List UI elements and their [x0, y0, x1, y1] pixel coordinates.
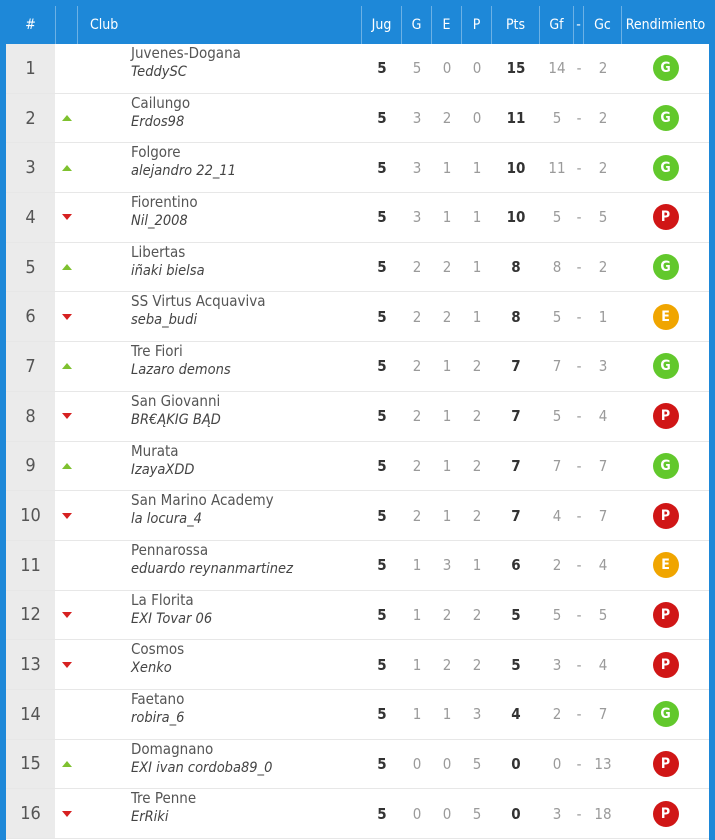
trend-indicator	[56, 541, 78, 590]
club-cell[interactable]	[78, 740, 362, 789]
lost: 1	[472, 158, 482, 177]
goal-dash: -	[576, 754, 582, 773]
club-cell[interactable]	[78, 243, 362, 292]
won: 2	[412, 357, 422, 376]
manager-name[interactable]: robira_6	[131, 709, 185, 726]
played: 5	[377, 754, 387, 773]
goals-against: 4	[598, 556, 608, 575]
table-body	[6, 44, 709, 839]
performance-cell	[622, 740, 709, 789]
header-lost[interactable]: P	[462, 6, 492, 44]
manager-name[interactable]: Lazaro demons	[131, 362, 231, 379]
goals-against: 2	[598, 109, 608, 128]
goal-dash: -	[576, 556, 582, 575]
trend-indicator	[56, 44, 78, 93]
team-name[interactable]: SS Virtus Acquaviva	[131, 292, 266, 311]
position: 5	[6, 243, 56, 292]
goals-for: 3	[552, 655, 562, 674]
header-dash: -	[574, 6, 584, 44]
performance-cell	[622, 789, 709, 838]
position: 11	[6, 541, 56, 590]
performance-badge[interactable]: P	[653, 602, 679, 628]
goals-against: 4	[598, 407, 608, 426]
goals-against: 5	[598, 605, 608, 624]
drawn: 0	[442, 59, 452, 78]
performance-cell	[622, 491, 709, 540]
goals-for: 4	[552, 506, 562, 525]
table-row[interactable]	[6, 44, 709, 94]
goals-for: 7	[552, 357, 562, 376]
team-name[interactable]: Pennarossa	[131, 540, 209, 559]
points: 7	[511, 407, 521, 426]
manager-name[interactable]: Erdos98	[131, 113, 185, 130]
goals-against: 2	[598, 158, 608, 177]
goals-against: 4	[598, 655, 608, 674]
trend-indicator	[56, 640, 78, 689]
trend-indicator	[56, 193, 78, 242]
club-cell[interactable]	[78, 541, 362, 590]
goals-for: 5	[552, 109, 562, 128]
header-trend	[56, 6, 78, 44]
performance-cell	[622, 541, 709, 590]
goals-against: 1	[598, 307, 608, 326]
trend-indicator	[56, 491, 78, 540]
table-row[interactable]	[6, 342, 709, 392]
goal-dash: -	[576, 59, 582, 78]
position: 7	[6, 342, 56, 391]
standings-table	[6, 6, 709, 840]
table-row[interactable]	[6, 442, 709, 492]
club-cell[interactable]	[78, 392, 362, 441]
goals-for: 2	[552, 556, 562, 575]
drawn: 0	[442, 804, 452, 823]
goal-dash: -	[576, 109, 582, 128]
header-played[interactable]: Jug	[362, 6, 402, 44]
drawn: 1	[442, 705, 452, 724]
won: 1	[412, 655, 422, 674]
team-name[interactable]: Murata	[131, 441, 179, 460]
performance-badge[interactable]: G	[653, 55, 679, 81]
won: 1	[412, 556, 422, 575]
manager-name[interactable]: seba_budi	[131, 312, 198, 329]
team-name[interactable]: Faetano	[131, 689, 185, 708]
played: 5	[377, 357, 387, 376]
won: 2	[412, 307, 422, 326]
team-name[interactable]: Domagnano	[131, 739, 214, 758]
won: 2	[412, 506, 422, 525]
position: 15	[6, 740, 56, 789]
won: 0	[412, 804, 422, 823]
club-cell[interactable]	[78, 342, 362, 391]
manager-name[interactable]: iñaki bielsa	[131, 262, 205, 279]
manager-name[interactable]: IzayaXDD	[131, 461, 195, 478]
position: 1	[6, 44, 56, 93]
goal-dash: -	[576, 208, 582, 227]
won: 1	[412, 705, 422, 724]
performance-badge[interactable]: G	[653, 105, 679, 131]
manager-name[interactable]: eduardo reynanmartinez	[131, 560, 293, 577]
won: 2	[412, 407, 422, 426]
played: 5	[377, 59, 387, 78]
trend-indicator	[56, 342, 78, 391]
lost: 5	[472, 804, 482, 823]
table-row[interactable]	[6, 591, 709, 641]
club-cell[interactable]	[78, 94, 362, 143]
won: 5	[412, 59, 422, 78]
table-row[interactable]	[6, 292, 709, 342]
points: 0	[511, 804, 521, 823]
goals-for: 11	[548, 158, 566, 177]
lost: 2	[472, 456, 482, 475]
goals-for: 0	[552, 754, 562, 773]
goal-dash: -	[576, 307, 582, 326]
goal-dash: -	[576, 705, 582, 724]
club-cell[interactable]	[78, 193, 362, 242]
trend-indicator	[56, 690, 78, 739]
goals-against: 2	[598, 59, 608, 78]
position: 2	[6, 94, 56, 143]
team-name[interactable]: Folgore	[131, 143, 181, 162]
trend-up-icon	[62, 761, 72, 767]
header-club[interactable]: Club	[78, 6, 362, 44]
performance-badge[interactable]: G	[653, 155, 679, 181]
position: 16	[6, 789, 56, 838]
lost: 2	[472, 506, 482, 525]
won: 0	[412, 754, 422, 773]
goal-dash: -	[576, 407, 582, 426]
lost: 2	[472, 357, 482, 376]
goal-dash: -	[576, 506, 582, 525]
points: 15	[506, 59, 526, 78]
performance-badge[interactable]: G	[653, 701, 679, 727]
team-name[interactable]: Tre Fiori	[131, 342, 183, 361]
table-row[interactable]	[6, 94, 709, 144]
played: 5	[377, 506, 387, 525]
won: 3	[412, 208, 422, 227]
goal-dash: -	[576, 804, 582, 823]
goal-dash: -	[576, 357, 582, 376]
goal-dash: -	[576, 158, 582, 177]
trend-down-icon	[62, 811, 72, 817]
team-name[interactable]: San Giovanni	[131, 391, 221, 410]
performance-cell	[622, 44, 709, 93]
performance-badge[interactable]: G	[653, 453, 679, 479]
table-header	[6, 6, 709, 44]
header-goals-against[interactable]: Gc	[584, 6, 622, 44]
table-row[interactable]	[6, 541, 709, 591]
team-name[interactable]: Juvenes-Dogana	[131, 44, 241, 62]
trend-up-icon	[62, 264, 72, 270]
goals-for: 7	[552, 456, 562, 475]
club-cell[interactable]	[78, 292, 362, 341]
position: 13	[6, 640, 56, 689]
lost: 2	[472, 605, 482, 624]
goals-against: 18	[594, 804, 612, 823]
performance-badge[interactable]: G	[653, 254, 679, 280]
drawn: 1	[442, 506, 452, 525]
played: 5	[377, 208, 387, 227]
trend-up-icon	[62, 115, 72, 121]
position: 12	[6, 591, 56, 640]
trend-down-icon	[62, 662, 72, 668]
goal-dash: -	[576, 605, 582, 624]
club-cell[interactable]	[78, 44, 362, 93]
won: 1	[412, 605, 422, 624]
goals-against: 3	[598, 357, 608, 376]
performance-badge[interactable]: P	[653, 204, 679, 230]
performance-badge[interactable]: E	[653, 552, 679, 578]
drawn: 2	[442, 258, 452, 277]
lost: 3	[472, 705, 482, 724]
table-row[interactable]	[6, 243, 709, 293]
performance-cell	[622, 690, 709, 739]
points: 10	[506, 158, 526, 177]
performance-cell	[622, 94, 709, 143]
played: 5	[377, 456, 387, 475]
trend-up-icon	[62, 363, 72, 369]
club-cell[interactable]	[78, 491, 362, 540]
trend-indicator	[56, 442, 78, 491]
trend-down-icon	[62, 314, 72, 320]
points: 5	[511, 655, 521, 674]
goals-against: 7	[598, 705, 608, 724]
performance-badge[interactable]: G	[653, 353, 679, 379]
lost: 0	[472, 109, 482, 128]
header-points[interactable]: Pts	[492, 6, 540, 44]
goals-for: 3	[552, 804, 562, 823]
position: 8	[6, 392, 56, 441]
goals-against: 7	[598, 456, 608, 475]
goal-dash: -	[576, 655, 582, 674]
performance-badge[interactable]: P	[653, 652, 679, 678]
trend-down-icon	[62, 214, 72, 220]
performance-badge[interactable]: E	[653, 304, 679, 330]
trend-indicator	[56, 243, 78, 292]
lost: 1	[472, 208, 482, 227]
trend-indicator	[56, 591, 78, 640]
played: 5	[377, 258, 387, 277]
team-name[interactable]: Cosmos	[131, 640, 185, 659]
club-cell[interactable]	[78, 143, 362, 192]
manager-name[interactable]: alejandro 22_11	[131, 163, 237, 180]
performance-cell	[622, 143, 709, 192]
points: 7	[511, 506, 521, 525]
points: 4	[511, 705, 521, 724]
points: 0	[511, 754, 521, 773]
performance-cell	[622, 392, 709, 441]
manager-name[interactable]: EXI ivan cordoba89_0	[131, 759, 273, 776]
trend-down-icon	[62, 413, 72, 419]
position: 4	[6, 193, 56, 242]
goals-for: 8	[552, 258, 562, 277]
drawn: 1	[442, 407, 452, 426]
goals-for: 5	[552, 407, 562, 426]
position: 6	[6, 292, 56, 341]
lost: 1	[472, 307, 482, 326]
team-name[interactable]: Cailungo	[131, 93, 191, 112]
table-row[interactable]	[6, 392, 709, 442]
won: 3	[412, 158, 422, 177]
points: 7	[511, 357, 521, 376]
performance-badge[interactable]: P	[653, 503, 679, 529]
table-row[interactable]	[6, 640, 709, 690]
lost: 5	[472, 754, 482, 773]
played: 5	[377, 307, 387, 326]
drawn: 1	[442, 357, 452, 376]
manager-name[interactable]: ErRiki	[131, 809, 169, 826]
club-cell[interactable]	[78, 789, 362, 838]
played: 5	[377, 705, 387, 724]
won: 3	[412, 109, 422, 128]
points: 11	[506, 109, 526, 128]
club-cell[interactable]	[78, 442, 362, 491]
goals-against: 7	[598, 506, 608, 525]
team-name[interactable]: Libertas	[131, 242, 186, 261]
manager-name[interactable]: Nil_2008	[131, 213, 188, 230]
trend-down-icon	[62, 513, 72, 519]
trend-indicator	[56, 740, 78, 789]
performance-cell	[622, 640, 709, 689]
team-name[interactable]: La Florita	[131, 590, 194, 609]
manager-name[interactable]: la locura_4	[131, 511, 202, 528]
header-position[interactable]: #	[6, 6, 56, 44]
drawn: 2	[442, 307, 452, 326]
played: 5	[377, 556, 387, 575]
table-row[interactable]	[6, 789, 709, 839]
drawn: 1	[442, 208, 452, 227]
manager-name[interactable]: BR€ĄKIG BĄD	[131, 411, 221, 428]
trend-indicator	[56, 94, 78, 143]
played: 5	[377, 407, 387, 426]
won: 2	[412, 258, 422, 277]
performance-cell	[622, 342, 709, 391]
points: 7	[511, 456, 521, 475]
table-row[interactable]	[6, 690, 709, 740]
position: 14	[6, 690, 56, 739]
played: 5	[377, 109, 387, 128]
goals-for: 2	[552, 705, 562, 724]
position: 10	[6, 491, 56, 540]
trend-indicator	[56, 292, 78, 341]
drawn: 3	[442, 556, 452, 575]
drawn: 2	[442, 109, 452, 128]
club-cell[interactable]	[78, 690, 362, 739]
lost: 2	[472, 407, 482, 426]
club-cell[interactable]	[78, 640, 362, 689]
lost: 1	[472, 258, 482, 277]
table-row[interactable]	[6, 740, 709, 790]
goals-against: 2	[598, 258, 608, 277]
position: 3	[6, 143, 56, 192]
goals-for: 5	[552, 605, 562, 624]
points: 5	[511, 605, 521, 624]
team-name[interactable]: Fiorentino	[131, 193, 198, 212]
header-goals-for[interactable]: Gf	[540, 6, 574, 44]
trend-up-icon	[62, 463, 72, 469]
points: 8	[511, 307, 521, 326]
header-drawn[interactable]: E	[432, 6, 462, 44]
drawn: 2	[442, 605, 452, 624]
performance-badge[interactable]: P	[653, 801, 679, 827]
performance-cell	[622, 193, 709, 242]
header-performance[interactable]: Rendimiento	[625, 17, 706, 33]
trend-up-icon	[62, 165, 72, 171]
drawn: 2	[442, 655, 452, 674]
goals-for: 5	[552, 208, 562, 227]
goal-dash: -	[576, 456, 582, 475]
trend-down-icon	[62, 612, 72, 618]
played: 5	[377, 158, 387, 177]
points: 6	[511, 556, 521, 575]
header-won[interactable]: G	[402, 6, 432, 44]
played: 5	[377, 804, 387, 823]
team-name[interactable]: San Marino Academy	[131, 491, 274, 510]
points: 10	[506, 208, 526, 227]
played: 5	[377, 655, 387, 674]
performance-cell	[622, 442, 709, 491]
goals-for: 5	[552, 307, 562, 326]
club-cell[interactable]	[78, 591, 362, 640]
trend-indicator	[56, 789, 78, 838]
goals-against: 13	[594, 754, 612, 773]
manager-name[interactable]: TeddySC	[131, 64, 187, 80]
table-row[interactable]	[6, 491, 709, 541]
played: 5	[377, 605, 387, 624]
manager-name[interactable]: EXI Tovar 06	[131, 610, 213, 627]
drawn: 1	[442, 456, 452, 475]
performance-cell	[622, 243, 709, 292]
drawn: 0	[442, 754, 452, 773]
lost: 2	[472, 655, 482, 674]
performance-badge[interactable]: P	[653, 403, 679, 429]
position: 9	[6, 442, 56, 491]
performance-badge[interactable]: P	[653, 751, 679, 777]
trend-indicator	[56, 143, 78, 192]
goals-against: 5	[598, 208, 608, 227]
drawn: 1	[442, 158, 452, 177]
manager-name[interactable]: Xenko	[131, 660, 172, 677]
lost: 0	[472, 59, 482, 78]
performance-cell	[622, 591, 709, 640]
team-name[interactable]: Tre Penne	[131, 789, 197, 808]
lost: 1	[472, 556, 482, 575]
won: 2	[412, 456, 422, 475]
points: 8	[511, 258, 521, 277]
table-row[interactable]	[6, 193, 709, 243]
goal-dash: -	[576, 258, 582, 277]
trend-indicator	[56, 392, 78, 441]
performance-cell	[622, 292, 709, 341]
table-row[interactable]	[6, 143, 709, 193]
goals-for: 14	[548, 59, 566, 78]
